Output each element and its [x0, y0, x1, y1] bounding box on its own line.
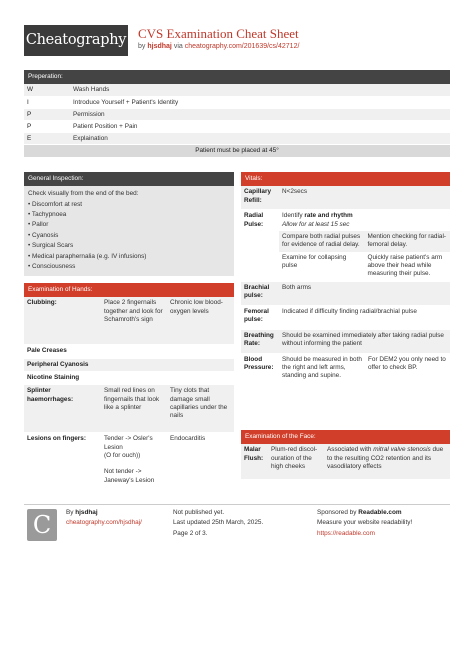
list-item: • Pallor: [28, 221, 49, 229]
radial-delay-row: [279, 231, 450, 252]
prep-key: P: [27, 122, 32, 130]
list-item: • Consciousness: [28, 262, 76, 270]
lesions-ouch: (O for ouch)): [104, 451, 141, 459]
blood-pressure-method: Should be measured in both the right and left arms, standing and supine.: [282, 355, 362, 380]
table-row: [24, 109, 450, 121]
general-inspection-heading: General Inspection:: [24, 172, 234, 186]
blood-pressure-note: For DEM2 you only need to offer to check BP.: [368, 355, 446, 371]
radial-identify: Identify: [282, 212, 305, 220]
splinter-method: Small red lines on fingernails that look like a splinter: [104, 387, 160, 411]
radial-pulse-label: Radial Pulse:: [244, 212, 264, 228]
femoral-pulse-label: Femoral pulse:: [244, 307, 269, 323]
last-updated: Last updated 25th March, 2025.: [173, 519, 264, 527]
table-row: [241, 444, 450, 480]
table-row: [24, 433, 234, 499]
sponsor-name[interactable]: Readable.com: [358, 509, 402, 516]
radial-compare: Compare both radial pulses for evidence of radial delay.: [282, 232, 361, 249]
position-note: Patient must be placed at 45°: [24, 145, 450, 157]
prep-key: P: [27, 110, 32, 118]
peripheral-cyanosis: Peripheral Cyanosis: [24, 359, 234, 372]
footer-author: [66, 508, 142, 529]
table-row: [24, 297, 234, 345]
malar-flush-association: [324, 444, 450, 479]
sponsor-tagline: Measure your website readability!: [317, 519, 413, 527]
clubbing-cause: Chronic low blood-oxygen levels: [170, 299, 223, 315]
clubbing-method: Place 2 fingernails together and look for Schamroth's sign: [104, 299, 163, 323]
pale-creases: Pale Creases: [24, 345, 234, 358]
footer-by: By: [66, 509, 76, 516]
publish-status: Not published yet.: [173, 509, 225, 516]
brachial-pulse-label: Brachial pulse:: [244, 283, 270, 299]
clubbing-label: Clubbing:: [27, 299, 57, 307]
capillary-refill-label: Capillary Refill:: [244, 188, 271, 204]
list-item: • Cyanosis: [28, 231, 59, 239]
sheet-url-link[interactable]: cheatography.com/201639/cs/42712/: [184, 43, 300, 50]
brachial-pulse-value: Both arms: [282, 283, 312, 291]
lesions-cause: Endocarditis: [170, 435, 206, 443]
association-suffix: due to the resulting CO2 retention and its vasodilatory effects: [327, 446, 444, 470]
mitral-valve-stenosis: mitral valve stenosis: [373, 446, 431, 454]
footer-author-name[interactable]: hjsdhaj: [75, 509, 98, 516]
list-item: • Medical paraphernalia (e.g. IV infusions): [28, 252, 147, 260]
sponsored-by: Sponsored by: [317, 509, 359, 516]
vitals-section: [241, 172, 450, 400]
splinter-label: Splinter haemorrhages:: [27, 387, 74, 403]
page-number: Page 2 of 3.: [173, 529, 208, 537]
byline: [138, 42, 299, 51]
lesions-method: [101, 433, 167, 498]
cheatography-badge-icon: C: [27, 509, 57, 541]
lesions-tender: Tender -> Osler's Lesion: [104, 435, 153, 451]
preparation-section: [24, 70, 450, 157]
capillary-refill-value: N<2secs: [282, 188, 308, 196]
byline-via: via: [173, 43, 183, 50]
table-row: [24, 121, 450, 133]
prep-value: Explaination: [73, 135, 108, 143]
list-item: • Tachypnoea: [28, 211, 67, 219]
preparation-heading: Preperation:: [24, 70, 450, 84]
hands-section: [24, 283, 234, 499]
prep-value: Introduce Yourself + Patient's Identity: [73, 98, 179, 106]
list-item: • Discomfort at rest: [28, 200, 83, 208]
face-section: [241, 430, 450, 480]
cheatography-logo[interactable]: Cheatography: [24, 25, 128, 56]
face-heading: Examination of the Face:: [241, 430, 450, 444]
author-link[interactable]: hjsdhaj: [147, 43, 172, 50]
association-prefix: Associated with: [327, 446, 374, 454]
table-row: [241, 186, 450, 210]
prep-key: I: [27, 98, 29, 106]
footer-divider: [24, 504, 450, 505]
table-row: [24, 385, 234, 433]
malar-flush-description: Plum-red discol-ouration of the high cheeks: [271, 446, 318, 470]
table-row: [24, 133, 450, 145]
prep-key: E: [27, 135, 32, 143]
prep-value: Patient Position + Pain: [73, 122, 138, 130]
footer-author-link[interactable]: cheatography.com/hjsdhaj/: [66, 519, 142, 527]
table-row: [241, 210, 450, 281]
table-row: [241, 306, 450, 330]
collapsing-pulse: Examine for collapsing pulse: [282, 253, 347, 269]
prep-value: Wash Hands: [73, 86, 110, 94]
prep-key: W: [27, 86, 34, 94]
table-row: [24, 84, 450, 96]
radial-femoral-delay: Mention checking for radial-femoral delay.: [367, 232, 447, 249]
malar-flush-label: Malar Flush:: [244, 446, 264, 462]
footer-publish-info: [173, 508, 263, 539]
radial-pulse-instruction: [279, 210, 450, 231]
byline-by: by: [138, 43, 146, 50]
vitals-heading: Vitals:: [241, 172, 450, 186]
lesions-not-tender: Not tender -> Janeway's Lesion: [104, 468, 155, 484]
blood-pressure-label: Blood Pressure:: [244, 355, 274, 371]
table-row: [241, 354, 450, 400]
footer-sponsor: [317, 508, 412, 539]
list-item: • Surgical Scars: [28, 242, 74, 250]
radial-pulse-body: [279, 210, 450, 280]
table-row: [24, 97, 450, 109]
femoral-pulse-value: Indicated if difficulty finding radial/brachial pulse: [282, 307, 417, 315]
nicotine-staining: Nicotine Staining: [24, 372, 234, 385]
prep-value: Permission: [73, 110, 105, 118]
table-row: [241, 282, 450, 306]
collapsing-pulse-row: [279, 252, 450, 281]
radial-rate-rhythm: rate and rhythm: [304, 212, 353, 220]
general-inspection-section: [24, 172, 234, 276]
hands-heading: Examination of Hands:: [24, 283, 234, 297]
page-title: CVS Examination Cheat Sheet: [138, 26, 299, 41]
splinter-cause: Tiny clots that damage small capillaries under the nails: [170, 387, 228, 420]
breathing-rate-value: Should be examined immediately after taking radial pulse without informing the patient: [282, 331, 444, 347]
general-inspection-body: [24, 186, 234, 276]
table-row: [241, 330, 450, 354]
lesions-label: Lesions on fingers:: [27, 435, 86, 443]
sponsor-link[interactable]: https://readable.com: [317, 529, 375, 537]
radial-duration: Allow for at least 15 sec: [282, 220, 350, 228]
breathing-rate-label: Breathing Rate:: [244, 331, 274, 347]
general-intro: Check visually from the end of the bed:: [28, 190, 139, 198]
raise-arm: Quickly raise patient's arm above their head while measuring their pulse.: [367, 253, 443, 278]
